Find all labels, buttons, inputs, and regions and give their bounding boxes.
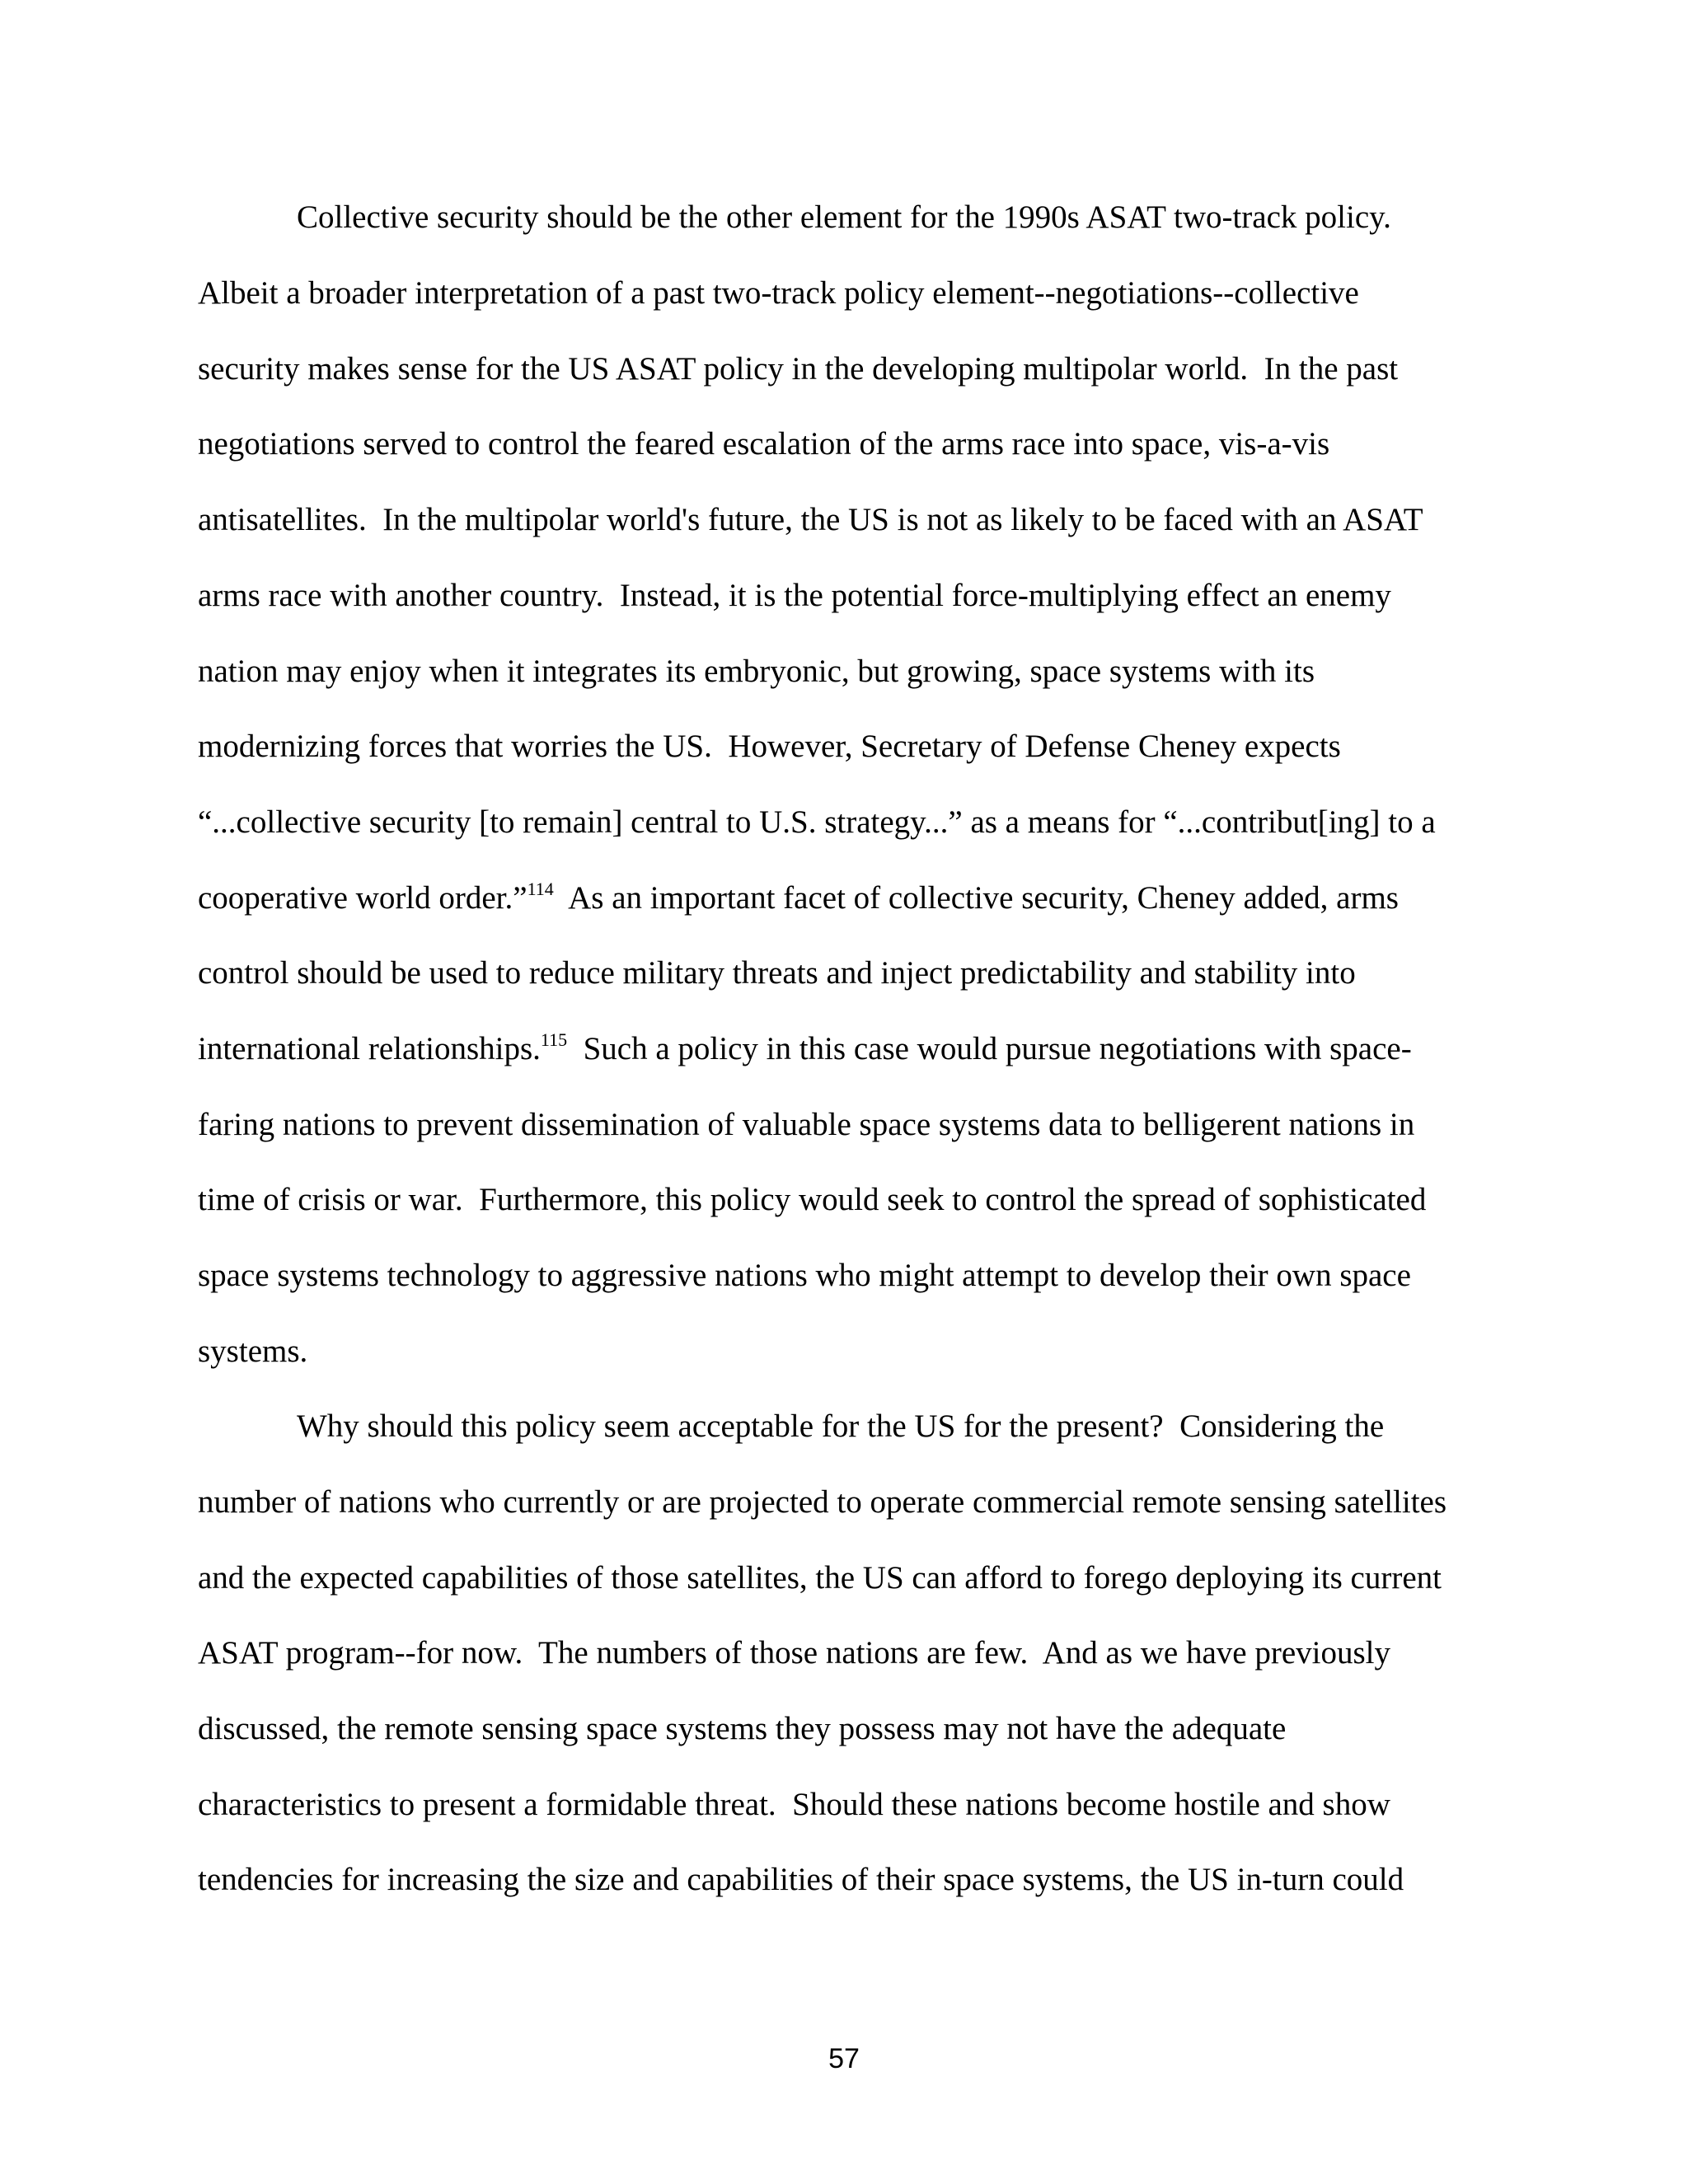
body-text-line: tendencies for increasing the size and capabilities of their space systems, the US in-turn could	[198, 1862, 1404, 1897]
body-text-line: antisatellites. In the multipolar world's future, the US is not as likely to be faced with an ASAT	[198, 502, 1423, 537]
body-text-line: negotiations served to control the feared escalation of the arms race into space, vis-a-vis	[198, 426, 1330, 462]
footnote-reference: 115	[540, 1029, 568, 1050]
body-text-line: modernizing forces that worries the US. However, Secretary of Defense Cheney expects	[198, 729, 1341, 764]
line-text: As an important facet of collective security, Cheney added, arms	[553, 880, 1399, 916]
body-text-line: Albeit a broader interpretation of a past two-track policy element--negotiations--collective	[198, 275, 1359, 311]
body-text-line: discussed, the remote sensing space systems they possess may not have the adequate	[198, 1711, 1287, 1746]
body-text-line: number of nations who currently or are projected to operate commercial remote sensing satellites	[198, 1484, 1447, 1520]
body-text-line: control should be used to reduce military threats and inject predictability and stability into	[198, 955, 1356, 991]
body-text-line: ASAT program--for now. The numbers of those nations are few. And as we have previously	[198, 1635, 1390, 1671]
body-text-line	[198, 1030, 1412, 1068]
line-text: Such a policy in this case would pursue negotiations with space-	[567, 1031, 1412, 1066]
body-text-line: nation may enjoy when it integrates its embryonic, but growing, space systems with its	[198, 654, 1315, 689]
body-text-line: characteristics to present a formidable threat. Should these nations become hostile and show	[198, 1787, 1390, 1822]
footnote-reference: 114	[527, 879, 554, 899]
line-text: cooperative world order.”	[198, 880, 528, 916]
line-text: international relationships.	[198, 1031, 541, 1066]
body-text-line: space systems technology to aggressive nations who might attempt to develop their own space	[198, 1258, 1411, 1293]
body-text-line: Why should this policy seem acceptable for the US for the present? Considering the	[297, 1408, 1385, 1444]
body-text-line: Collective security should be the other element for the 1990s ASAT two-track policy.	[297, 199, 1391, 235]
body-text-line: faring nations to prevent dissemination of valuable space systems data to belligerent nations in	[198, 1107, 1415, 1142]
body-text-line	[198, 879, 1399, 917]
body-text-line: systems.	[198, 1333, 308, 1369]
body-text-line: and the expected capabilities of those satellites, the US can afford to forego deploying its current	[198, 1560, 1442, 1596]
body-text-line: time of crisis or war. Furthermore, this policy would seek to control the spread of sophisticated	[198, 1182, 1427, 1217]
body-text-line: arms race with another country. Instead, it is the potential force-multiplying effect an enemy	[198, 578, 1391, 613]
page-number: 57	[828, 2043, 860, 2074]
body-text-line: security makes sense for the US ASAT policy in the developing multipolar world. In the past	[198, 351, 1399, 387]
body-text-line: “...collective security [to remain] central to U.S. strategy...” as a means for “...contribut[ing] to a	[198, 804, 1436, 840]
